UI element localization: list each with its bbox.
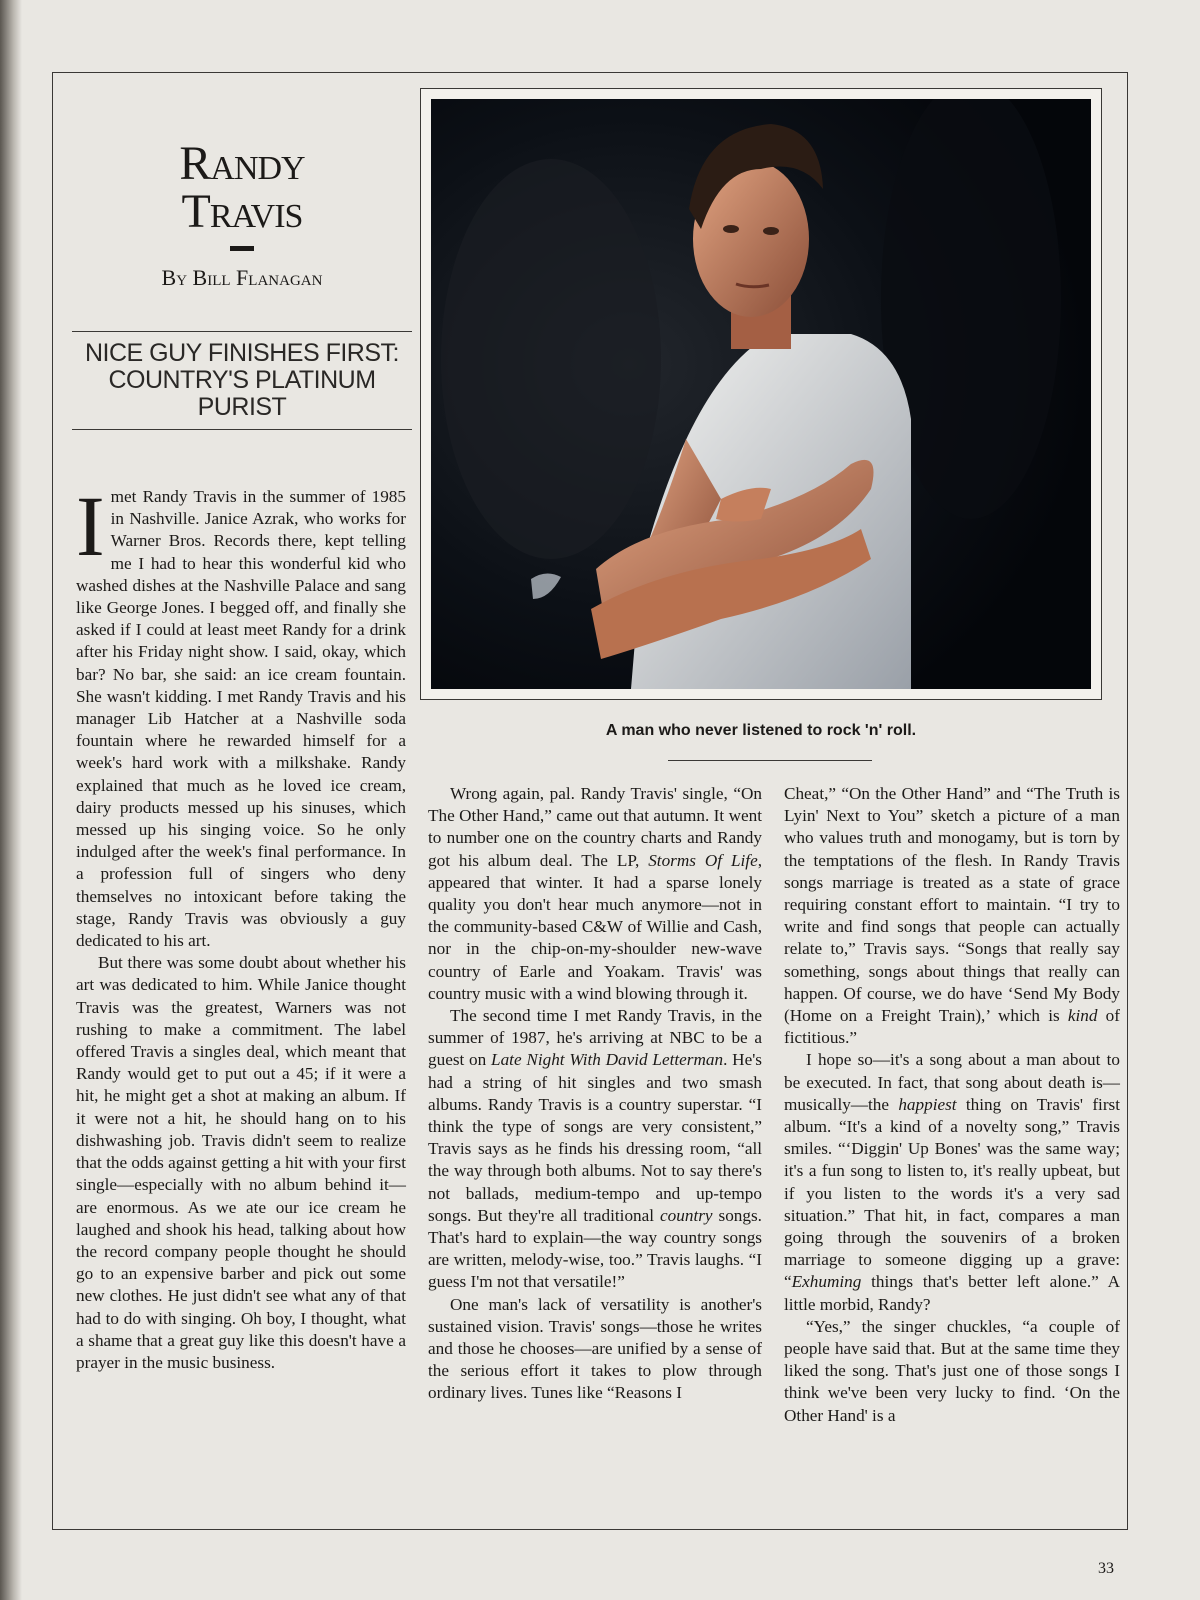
show-title: Late Night With David Letterman	[491, 1050, 724, 1070]
album-title: Storms Of Life	[648, 850, 758, 870]
paragraph	[784, 783, 1120, 1049]
body-column-1	[76, 478, 406, 1374]
byline: By Bill Flanagan	[161, 265, 323, 290]
drop-cap: I	[76, 478, 105, 574]
portrait-illustration	[431, 99, 1091, 689]
paragraph: But there was some doubt about whether his art was dedicated to him. While Janice thought Travis was the greatest, Warners was not rushing to make a commitment. The label offered Travis a singles deal, which meant that Randy would get to put out a 45; if it were a hit, he might get a shot at making an album. If it were not a hit, he should hang on to his dishwashing job. Travis didn't seem to realize that the odds against getting a hit with your first single—especially with no album behind it—are enormous. As we ate our ice cream he laughed and shook his head, talking about how the record company people thought he should go to an expensive barber and pick out some new clothes. He just didn't see what any of that had to do with singing. Oh boy, I thought, what a shame that a great guy like this doesn't have a prayer in the music business.	[76, 953, 406, 1372]
article-title	[72, 137, 412, 238]
paragraph-text: thing on Travis' first album. “It's a kind of a novelty song,” Travis smiles. “‘Diggin' Up Bones' was the same way; it's a fun song to listen to, it's really upbeat, but if you listen to the words it's a very sad situation.” That hit, in fact, compares a man going through the souvenirs of a broken marriage to someone digging up a grave: “	[784, 1094, 1121, 1292]
title-line-1: Randy	[179, 137, 305, 190]
paragraph	[76, 478, 406, 952]
deck-headline: NICE GUY FINISHES FIRST: COUNTRY'S PLATINUM PURIST	[72, 331, 412, 430]
body-column-3	[784, 783, 1120, 1427]
paragraph-text: songs. That's hard to explain—the way country songs are written, melody-wise, too.” Travis laughs. “I guess I'm not that versatile!”	[428, 1205, 762, 1292]
paragraph-text: , appeared that winter. It had a sparse lonely quality you don't hear much anymore—not in the community-based C&W of Willie and Cash, nor in the chip-on-my-shoulder new-wave country of Earle and Yoakam. Travis' was country music with a wind blowing through it.	[428, 850, 762, 1003]
photo-frame	[420, 88, 1102, 700]
emphasis: country	[660, 1205, 713, 1225]
paragraph-text: things that's better left alone.” A little morbid, Randy?	[784, 1272, 1120, 1314]
page-binding-shadow	[0, 0, 22, 1600]
body-column-2	[428, 783, 762, 1405]
paragraph-text: . He's had a string of hit singles and two smash albums. Randy Travis is a country superstar. “I think the type of songs are very consistent,” Travis says as he finds his dressing room, “all the way through both albums. Not to say there's not ballads, medium-tempo and up-tempo songs. But they're all traditional	[428, 1050, 762, 1225]
title-line-2: Travis	[181, 185, 303, 238]
paragraph-text: I hope so—it's a song about a man about to be executed. In fact, that song about death is—musically—the	[784, 1050, 1120, 1114]
emphasis: happiest	[898, 1094, 957, 1114]
paragraph: One man's lack of versatility is another's sustained vision. Travis' songs—those he writes and those he chooses—are unified by a sense of the serious effort it takes to plow through ordinary lives. Tunes like “Reasons I	[428, 1294, 762, 1403]
paragraph-text: The second time I met Randy Travis, in the summer of 1987, he's arriving at NBC to be a guest on	[428, 1006, 762, 1070]
paragraph	[428, 1005, 762, 1294]
emphasis: Exhuming	[791, 1272, 862, 1292]
photo-caption: A man who never listened to rock 'n' roll.	[605, 722, 917, 739]
page-number: 33	[1098, 1560, 1114, 1577]
paragraph-text: met Randy Travis in the summer of 1985 in Nashville. Janice Azrak, who works for Warner Bros. Records there, kept telling me I had to hear this wonderful kid who washed dishes at the Nashville Palace and sang like George Jones. I begged off, and finally she asked if I could at least meet Randy for a drink after his Friday night show. I said, okay, which bar? No bar, she said: an ice cream fountain. She wasn't kidding. I met Randy Travis and his manager Lib Hatcher at a Nashville soda fountain where he rewarded himself for a week's hard work with a milkshake. Randy explained that much as he loved ice cream, dairy products messed up his sinuses, which messed up his singing voice. So he only indulged after the week's final performance. In a profession full of singers who deny themselves no intoxicant before taking the stage, Randy Travis was obviously a guy dedicated to his art.	[76, 487, 406, 951]
portrait-photo	[431, 99, 1091, 689]
paragraph-text: of fictitious.”	[784, 1006, 1120, 1048]
paragraph	[784, 1049, 1120, 1315]
paragraph	[428, 783, 762, 1005]
headline-block	[72, 130, 412, 430]
emphasis: kind	[1067, 1006, 1098, 1026]
paragraph-text: Cheat,” “On the Other Hand” and “The Truth is Lyin' Next to You” sketch a picture of a man who values truth and monogamy, but is torn by the temptations of the flesh. In Randy Travis songs marriage is treated as a state of grace requiring constant effort to maintain. “I try to write and find songs that people can actually relate to,” Travis says. “Songs that really say something, songs about things that really can happen. Of course, we do have ‘Send My Body (Home on a Freight Train),’ which is	[784, 784, 1120, 1026]
caption-divider	[668, 760, 872, 761]
title-divider	[230, 246, 254, 251]
paragraph: “Yes,” the singer chuckles, “a couple of people have said that. But at the same time they liked the song. That's just one of those songs I think we've been very lucky to find. ‘On the Other Hand' is a	[784, 1316, 1120, 1425]
paragraph-text: Wrong again, pal. Randy Travis' single, “On The Other Hand,” came out that autumn. It went to number one on the country charts and Randy got his album deal. The LP,	[428, 784, 762, 870]
